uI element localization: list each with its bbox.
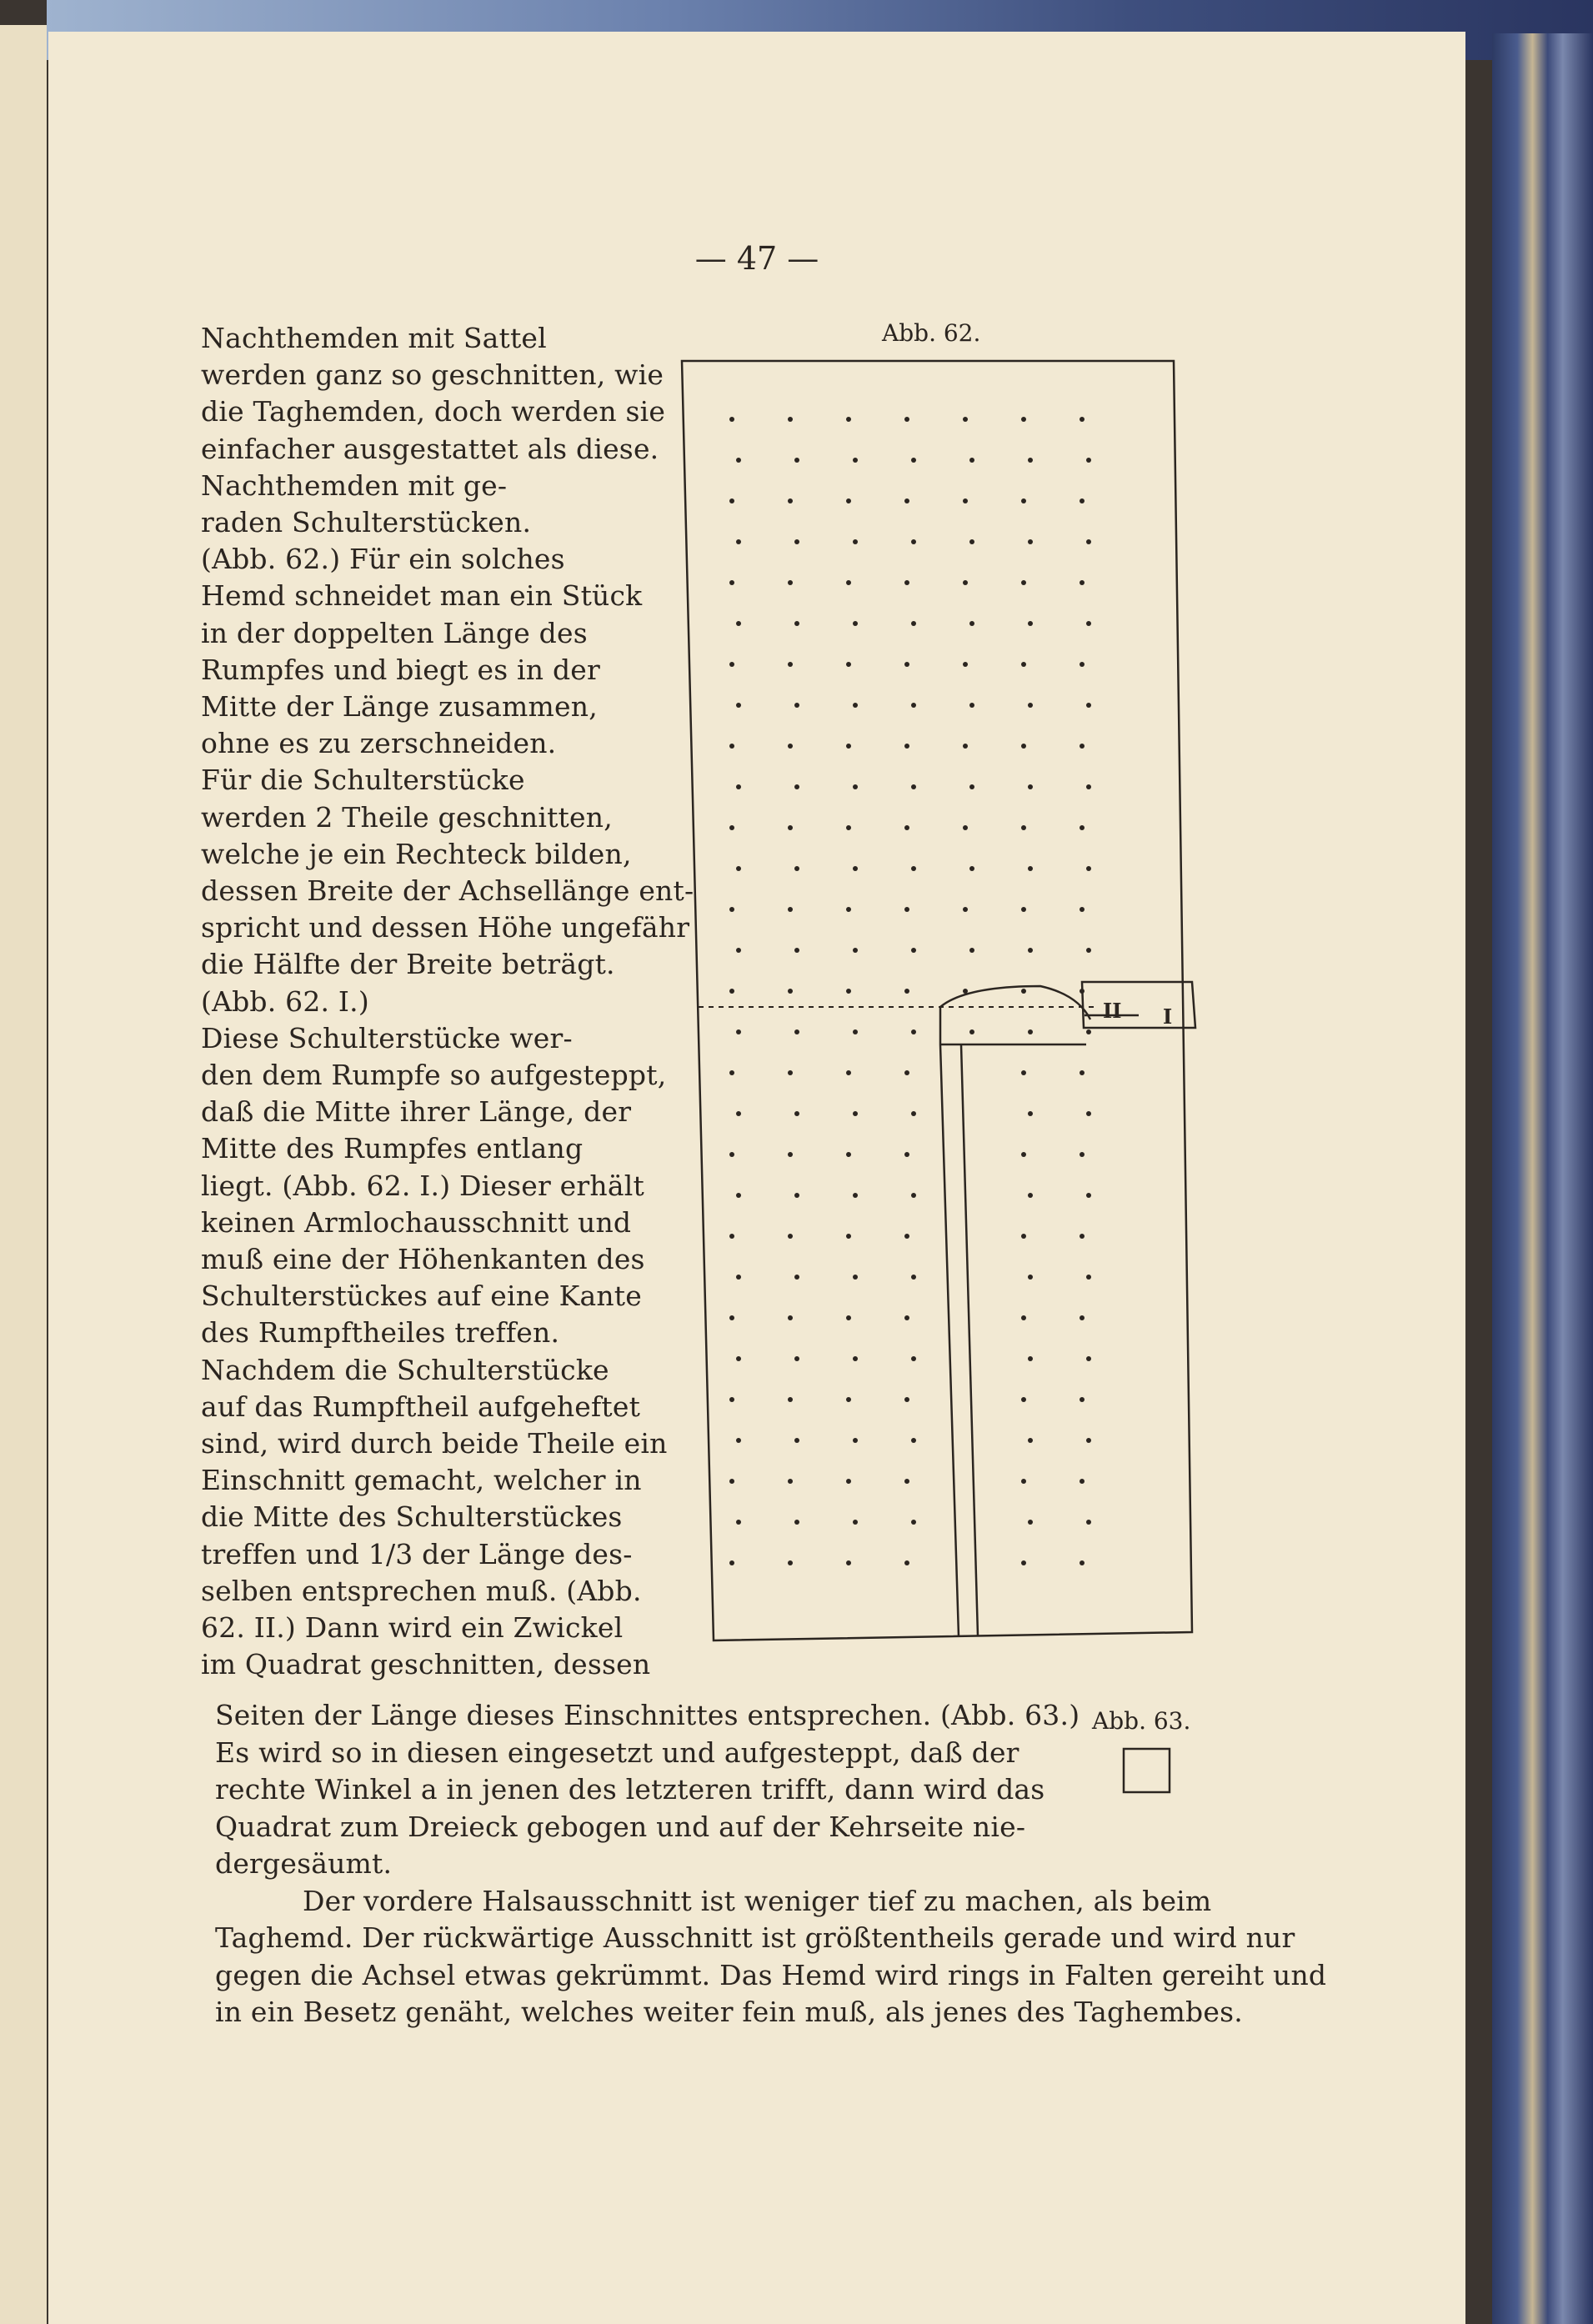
- figure-62-dot: [904, 1560, 909, 1565]
- figure-62-dot: [911, 1193, 916, 1198]
- figure-62-dot: [788, 1070, 793, 1075]
- figure-62-dot: [1021, 1397, 1026, 1402]
- figure-62-dot: [729, 1479, 734, 1484]
- figure-62-dot: [788, 1397, 793, 1402]
- figure-62-dot: [1080, 1560, 1085, 1565]
- column-line: selben entsprechen muß. (Abb.: [201, 1574, 642, 1607]
- figure-62-dot: [904, 1070, 909, 1075]
- figure-62-dot: [1021, 662, 1026, 667]
- figure-62-dot: [794, 1275, 799, 1280]
- column-line: (Abb. 62.) Für ein solches: [201, 543, 565, 576]
- figure-62-dot: [794, 784, 799, 789]
- figure-62-dot: [1028, 1520, 1033, 1525]
- column-line: sind, wird durch beide Theile ein: [201, 1427, 668, 1460]
- column-line: im Quadrat geschnitten, dessen: [201, 1648, 651, 1681]
- figure-62-dot: [736, 1520, 741, 1525]
- figure-62-dot: [729, 1560, 734, 1565]
- figure-62-dot: [788, 1234, 793, 1239]
- figure-62-dot: [853, 1193, 858, 1198]
- figure-62-dot: [853, 866, 858, 871]
- figure-62-dot: [729, 498, 734, 503]
- figure-62-dot: [736, 1356, 741, 1361]
- column-line: keinen Armlochausschnitt und: [201, 1205, 632, 1239]
- figure-62-dot: [853, 703, 858, 708]
- left-page-edge: [0, 25, 47, 2324]
- figure-62-dot: [788, 1560, 793, 1565]
- figure-62-dot: [1086, 703, 1091, 708]
- figure-62-dot: [911, 866, 916, 871]
- column-line: liegt. (Abb. 62. I.) Dieser erhält: [201, 1169, 644, 1202]
- figure-62-dot: [911, 1356, 916, 1361]
- figure-62-dot: [794, 539, 799, 544]
- figure-62-dot: [904, 417, 909, 422]
- figure-62-dot: [1086, 458, 1091, 463]
- figure-62-dot: [788, 662, 793, 667]
- full-width-line: gegen die Achsel etwas gekrümmt. Das Hemd wird rings in Falten gereiht und: [215, 1958, 1327, 1991]
- figure-62-dot: [1028, 1275, 1033, 1280]
- column-line: Mitte der Länge zusammen,: [201, 690, 598, 723]
- figure-62-dot: [794, 1193, 799, 1198]
- figure-62-dot: [1021, 1560, 1026, 1565]
- figure-62-dot: [1021, 1315, 1026, 1320]
- column-line: auf das Rumpftheil aufgeheftet: [201, 1390, 641, 1423]
- figure-62-dot: [736, 1029, 741, 1034]
- figure-62-dot: [911, 948, 916, 953]
- figure-62-dot: [911, 1275, 916, 1280]
- figure-62-label-I: I: [1163, 1004, 1173, 1029]
- figure-62-dot: [911, 784, 916, 789]
- column-line: Einschnitt gemacht, welcher in: [201, 1464, 642, 1497]
- figure-62-dot: [846, 580, 851, 585]
- figure-62-dot: [1086, 1356, 1091, 1361]
- figure-62-dot: [1080, 744, 1085, 749]
- column-line: Schulterstückes auf eine Kante: [201, 1280, 642, 1313]
- figure-62-dot: [729, 989, 734, 994]
- column-line: des Rumpftheiles treffen.: [201, 1316, 560, 1350]
- figure-63-square: [1124, 1749, 1170, 1792]
- figure-62-dot: [1086, 1275, 1091, 1280]
- figure-62-dot: [853, 1029, 858, 1034]
- figure-62-dot: [904, 1152, 909, 1157]
- figure-62-dot: [846, 417, 851, 422]
- column-line: die Mitte des Schulterstückes: [201, 1500, 623, 1534]
- figure-62-dot: [794, 866, 799, 871]
- column-line: welche je ein Rechteck bilden,: [201, 837, 632, 870]
- figure-62-dot: [969, 539, 974, 544]
- figure-62-dot: [1021, 498, 1026, 503]
- figure-62-dot: [729, 1315, 734, 1320]
- full-width-line: Seiten der Länge dieses Einschnittes entsprechen. (Abb. 63.): [215, 1699, 1080, 1731]
- column-line: werden ganz so geschnitten, wie: [201, 358, 664, 392]
- column-line: den dem Rumpfe so aufgesteppt,: [201, 1059, 667, 1091]
- figure-62-dot: [846, 907, 851, 912]
- figure-62-dot: [729, 907, 734, 912]
- figure-62-dot: [788, 1152, 793, 1157]
- column-line: (Abb. 62. I.): [201, 984, 369, 1018]
- full-width-line: Quadrat zum Dreieck gebogen und auf der Kehrseite nie-: [215, 1810, 1026, 1843]
- column-line: in der doppelten Länge des: [201, 616, 588, 649]
- figure-62-dot: [736, 1111, 741, 1116]
- figure-62-dot: [846, 1560, 851, 1565]
- figure-62-dot: [904, 1234, 909, 1239]
- figure-62-dot: [853, 621, 858, 626]
- figure-62-dot: [911, 1111, 916, 1116]
- figure-62-dot: [788, 989, 793, 994]
- figure-62-dot: [1080, 1152, 1085, 1157]
- column-line: treffen und 1/3 der Länge des-: [201, 1537, 633, 1570]
- figure-62-dot: [1021, 580, 1026, 585]
- figure-62-dot: [1028, 1193, 1033, 1198]
- figure-62-dot: [1028, 784, 1033, 789]
- figure-62-dot: [1080, 498, 1085, 503]
- figure-62-diagram: [48, 32, 1465, 2324]
- column-line: raden Schulterstücken.: [201, 506, 532, 538]
- figure-62-dot: [853, 539, 858, 544]
- figure-62-dot: [788, 744, 793, 749]
- figure-62-dot: [853, 1520, 858, 1525]
- figure-62-dot: [1021, 825, 1026, 830]
- figure-62-dot: [853, 1356, 858, 1361]
- figure-62-dot: [1021, 989, 1026, 994]
- figure-62-dot: [969, 458, 974, 463]
- figure-62-dot: [904, 907, 909, 912]
- figure-62-dot: [736, 621, 741, 626]
- figure-62-dot: [846, 498, 851, 503]
- figure-62-caption: Abb. 62.: [882, 319, 981, 347]
- figure-62-label-II: II: [1103, 999, 1122, 1023]
- figure-62-dot: [846, 1234, 851, 1239]
- figure-62-dot: [963, 662, 968, 667]
- figure-62-dot: [963, 989, 968, 994]
- column-line: die Taghemden, doch werden sie: [201, 395, 666, 428]
- figure-62-dot: [904, 825, 909, 830]
- full-width-line: dergesäumt.: [215, 1847, 393, 1880]
- figure-62-dot: [794, 621, 799, 626]
- figure-62-dot: [969, 784, 974, 789]
- figure-62-dot: [911, 539, 916, 544]
- figure-62-dot: [729, 1397, 734, 1402]
- figure-62-dot: [1028, 866, 1033, 871]
- figure-62-dot: [846, 744, 851, 749]
- figure-62-dot: [1086, 1438, 1091, 1443]
- figure-62-dot: [1028, 458, 1033, 463]
- figure-62-dot: [846, 825, 851, 830]
- figure-62-dot: [846, 989, 851, 994]
- figure-62-dot: [853, 948, 858, 953]
- column-line: Diese Schulterstücke wer-: [201, 1021, 573, 1054]
- figure-62-dot: [1028, 1029, 1033, 1034]
- column-line: werden 2 Theile geschnitten,: [201, 800, 613, 834]
- figure-62-dot: [1080, 662, 1085, 667]
- figure-62-dot: [794, 1520, 799, 1525]
- figure-62-dot: [846, 662, 851, 667]
- figure-62-dot: [1086, 1520, 1091, 1525]
- column-line: daß die Mitte ihrer Länge, der: [201, 1095, 632, 1129]
- figure-62-dot: [963, 417, 968, 422]
- figure-62-dot: [963, 744, 968, 749]
- figure-62-dot: [1080, 1315, 1085, 1320]
- figure-62-dot: [1086, 1193, 1091, 1198]
- figure-62-dot: [1086, 539, 1091, 544]
- figure-62-dot: [846, 1397, 851, 1402]
- figure-62-dot-grid: [729, 417, 1091, 1565]
- figure-62-dot: [1080, 907, 1085, 912]
- figure-62-dot: [794, 1111, 799, 1116]
- figure-62-dot: [788, 907, 793, 912]
- figure-62-dot: [1021, 1070, 1026, 1075]
- figure-62-dot: [794, 1438, 799, 1443]
- figure-62-dot: [911, 1029, 916, 1034]
- full-width-line: rechte Winkel a in jenen des letzteren trifft, dann wird das: [215, 1773, 1045, 1806]
- figure-62-dot: [1028, 621, 1033, 626]
- figure-62-dot: [1080, 989, 1085, 994]
- figure-62-dot: [1028, 948, 1033, 953]
- figure-62-dot: [1086, 948, 1091, 953]
- figure-62-dot: [1080, 1234, 1085, 1239]
- column-line: Rumpfes und biegt es in der: [201, 653, 600, 686]
- figure-62-dot: [904, 989, 909, 994]
- figure-62-dot: [729, 825, 734, 830]
- figure-62-dot: [1021, 744, 1026, 749]
- figure-62-dot: [788, 417, 793, 422]
- figure-62-dot: [794, 1356, 799, 1361]
- figure-62-dot: [963, 825, 968, 830]
- figure-62-dot: [736, 1275, 741, 1280]
- figure-62-dot: [846, 1315, 851, 1320]
- figure-62-dot: [1080, 825, 1085, 830]
- figure-62-dot: [736, 703, 741, 708]
- figure-62-dot: [846, 1479, 851, 1484]
- figure-62-dot: [846, 1070, 851, 1075]
- figure-62-dot: [963, 498, 968, 503]
- figure-62-dot: [794, 458, 799, 463]
- figure-62-dot: [788, 825, 793, 830]
- figure-62-dot: [963, 580, 968, 585]
- full-width-line: Es wird so in diesen eingesetzt und aufgesteppt, daß der: [215, 1735, 1019, 1769]
- figure-62-dot: [729, 744, 734, 749]
- figure-62-dot: [1021, 417, 1026, 422]
- full-width-line: Der vordere Halsausschnitt ist weniger tief zu machen, als beim: [303, 1884, 1212, 1917]
- figure-62-dot: [911, 621, 916, 626]
- figure-62-dot: [1080, 417, 1085, 422]
- column-line: die Hälfte der Breite beträgt.: [201, 948, 615, 981]
- figure-62-dot: [853, 1111, 858, 1116]
- full-width-line: Taghemd. Der rückwärtige Ausschnitt ist größtentheils gerade und wird nur: [215, 1921, 1295, 1954]
- figure-62-dot: [1086, 784, 1091, 789]
- figure-62-dot: [1086, 621, 1091, 626]
- figure-62-dot: [1086, 1029, 1091, 1034]
- figure-62-dot: [963, 907, 968, 912]
- figure-62-dot: [729, 580, 734, 585]
- figure-62-dot: [736, 866, 741, 871]
- figure-62-dot: [736, 784, 741, 789]
- figure-62-dot: [904, 580, 909, 585]
- column-line: Mitte des Rumpfes entlang: [201, 1132, 584, 1165]
- figure-62-dot: [853, 1438, 858, 1443]
- figure-62-dot: [729, 662, 734, 667]
- figure-63-caption: Abb. 63.: [1092, 1707, 1191, 1735]
- figure-62-dot: [1028, 1438, 1033, 1443]
- figure-62-dot: [729, 417, 734, 422]
- figure-62-dot: [911, 703, 916, 708]
- figure-62-dot: [794, 948, 799, 953]
- figure-62-dot: [846, 1152, 851, 1157]
- figure-62-dot: [1080, 1397, 1085, 1402]
- figure-62-dot: [1021, 1234, 1026, 1239]
- figure-62-dot: [904, 1315, 909, 1320]
- marbled-cover-edge: [1492, 33, 1593, 2324]
- column-line: Für die Schulterstücke: [201, 764, 525, 797]
- page: [48, 32, 1465, 2324]
- figure-62-dot: [1021, 907, 1026, 912]
- figure-62-dot: [1028, 703, 1033, 708]
- column-line: Nachthemden mit ge-: [201, 468, 508, 502]
- figure-62-dot: [969, 1029, 974, 1034]
- figure-62-dot: [729, 1234, 734, 1239]
- page-number: — 47 —: [694, 240, 819, 277]
- figure-62-dot: [1086, 866, 1091, 871]
- column-line: Hemd schneidet man ein Stück: [201, 579, 643, 613]
- figure-62-dot: [853, 458, 858, 463]
- column-line: einfacher ausgestattet als diese.: [201, 432, 659, 465]
- figure-62-dot: [969, 948, 974, 953]
- figure-62-dot: [1021, 1152, 1026, 1157]
- figure-62-dot: [1086, 1111, 1091, 1116]
- column-line: Nachthemden mit Sattel: [201, 322, 547, 354]
- full-width-line: in ein Besetz genäht, welches weiter fein muß, als jenes des Taghembes.: [215, 1996, 1243, 2028]
- figure-62-dot: [1080, 580, 1085, 585]
- figure-62-dot: [969, 621, 974, 626]
- figure-62-dot: [1028, 1356, 1033, 1361]
- figure-62-dot: [911, 1438, 916, 1443]
- figure-62-dot: [729, 1070, 734, 1075]
- figure-62-dot: [911, 458, 916, 463]
- figure-62-dot: [736, 948, 741, 953]
- figure-62-dot: [969, 866, 974, 871]
- figure-62-dot: [969, 703, 974, 708]
- figure-62-dot: [794, 1029, 799, 1034]
- figure-62-dot: [1028, 539, 1033, 544]
- figure-62-dot: [853, 1275, 858, 1280]
- figure-62-dot: [736, 1438, 741, 1443]
- figure-62-dot: [1021, 1479, 1026, 1484]
- column-line: dessen Breite der Achsellänge ent-: [201, 874, 694, 907]
- figure-62-dot: [788, 498, 793, 503]
- figure-62-dot: [736, 539, 741, 544]
- column-line: 62. II.) Dann wird ein Zwickel: [201, 1611, 624, 1644]
- figure-62-dot: [729, 1152, 734, 1157]
- figure-62-dot: [794, 703, 799, 708]
- figure-62-dot: [904, 498, 909, 503]
- figure-62-dot: [736, 1193, 741, 1198]
- figure-62-dot: [1080, 1479, 1085, 1484]
- figure-62-dot: [853, 784, 858, 789]
- figure-62-dot: [1080, 1070, 1085, 1075]
- figure-62-dot: [904, 744, 909, 749]
- figure-62-dot: [1028, 1111, 1033, 1116]
- column-line: spricht und dessen Höhe ungefähr: [201, 911, 690, 944]
- figure-62-dot: [904, 662, 909, 667]
- figure-62-dot: [911, 1520, 916, 1525]
- column-line: ohne es zu zerschneiden.: [201, 727, 557, 760]
- column-line: Nachdem die Schulterstücke: [201, 1353, 609, 1386]
- figure-62-dot: [736, 458, 741, 463]
- column-line: muß eine der Höhenkanten des: [201, 1243, 645, 1275]
- figure-62-dot: [904, 1479, 909, 1484]
- figure-62-dot: [788, 1315, 793, 1320]
- figure-62-dot: [788, 580, 793, 585]
- figure-62-dot: [788, 1479, 793, 1484]
- figure-62-dot: [904, 1397, 909, 1402]
